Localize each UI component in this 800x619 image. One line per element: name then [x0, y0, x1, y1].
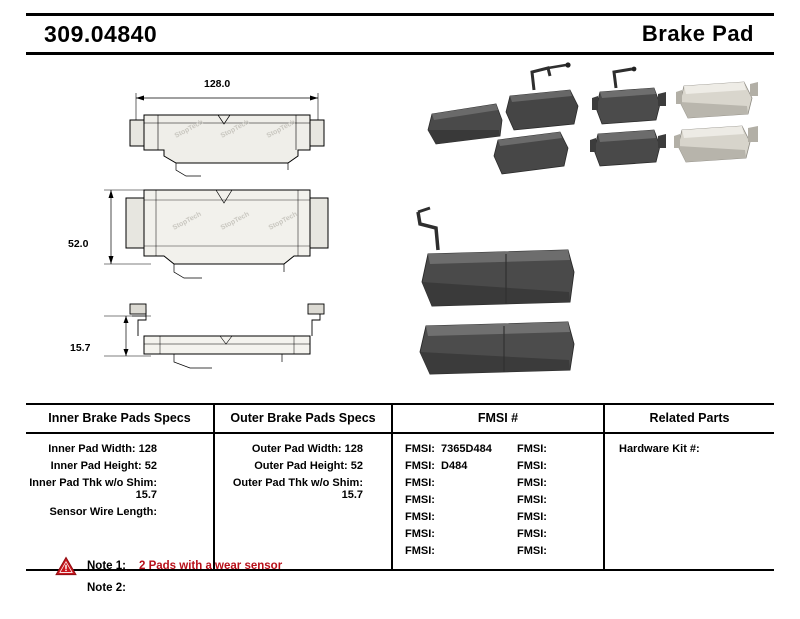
note-row-2: [55, 577, 555, 599]
list-item: Hardware Kit #:: [619, 442, 700, 455]
list-item: Outer Pad Width: 128: [251, 442, 363, 455]
note-1-label: Note 1:: [87, 560, 126, 572]
list-item: FMSI:: [405, 527, 435, 540]
column-header-fmsi: FMSI #: [392, 404, 604, 433]
dimension-height: 52.0: [68, 238, 89, 250]
fmsi-grid: [393, 440, 603, 559]
list-item: FMSI:: [517, 459, 547, 472]
dimension-thickness: 15.7: [70, 342, 91, 354]
svg-text:StopTech: StopTech: [171, 210, 203, 232]
list-item: FMSI:: [405, 493, 435, 506]
list-item: Inner Pad Thk w/o Shim: 15.7: [29, 476, 157, 501]
list-item: FMSI:: [517, 476, 547, 489]
list-item: FMSI:: [405, 544, 435, 557]
note-1-text: 2 Pads with a wear sensor: [139, 560, 283, 572]
list-item: FMSI: D484: [405, 459, 468, 472]
list-item: FMSI:: [517, 442, 547, 455]
svg-text:StopTech: StopTech: [219, 210, 251, 232]
list-item: Inner Pad Width: 128: [48, 442, 157, 455]
dimension-width: 128.0: [204, 78, 231, 90]
related-parts-list: [605, 440, 774, 457]
list-item: Outer Pad Height: 52: [254, 459, 363, 472]
list-item: Outer Pad Thk w/o Shim: 15.7: [232, 476, 363, 501]
note-row-1: [55, 555, 555, 577]
list-item: Inner Pad Height: 52: [50, 459, 157, 472]
list-item: FMSI:: [405, 510, 435, 523]
outer-specs-cell: [214, 433, 392, 570]
list-item: FMSI:: [517, 493, 547, 506]
list-item: FMSI:: [405, 476, 435, 489]
column-header-related-parts: Related Parts: [604, 404, 774, 433]
watermark-text: StopTech: [173, 118, 205, 140]
fmsi-cell: [392, 433, 604, 570]
list-item: FMSI:: [517, 527, 547, 540]
svg-text:StopTech: StopTech: [267, 210, 299, 232]
inner-specs-cell: [26, 433, 214, 570]
list-item: FMSI:: [517, 544, 547, 557]
column-header-inner-specs: Inner Brake Pads Specs: [26, 404, 214, 433]
related-parts-cell: [604, 433, 774, 570]
document-title: Brake Pad: [641, 21, 754, 46]
pad-photographs: [402, 58, 774, 398]
technical-drawing: [26, 58, 774, 398]
svg-text:StopTech: StopTech: [219, 118, 251, 140]
specs-table: [26, 403, 774, 571]
list-item: FMSI:: [517, 510, 547, 523]
outer-specs-list: [215, 440, 391, 503]
fmsi-list-right: [517, 440, 547, 559]
warning-icon: [55, 556, 77, 576]
column-header-outer-specs: Outer Brake Pads Specs: [214, 404, 392, 433]
fmsi-list-left: [405, 440, 517, 559]
notes-section: [55, 555, 555, 599]
list-item: Sensor Wire Length:: [49, 505, 157, 518]
note-2-label: Note 2:: [87, 582, 126, 594]
document-header: [26, 13, 774, 55]
svg-text:StopTech: StopTech: [265, 118, 297, 140]
list-item: FMSI: 7365D484: [405, 442, 492, 455]
part-number: 309.04840: [44, 20, 158, 47]
inner-specs-list: [26, 440, 213, 520]
